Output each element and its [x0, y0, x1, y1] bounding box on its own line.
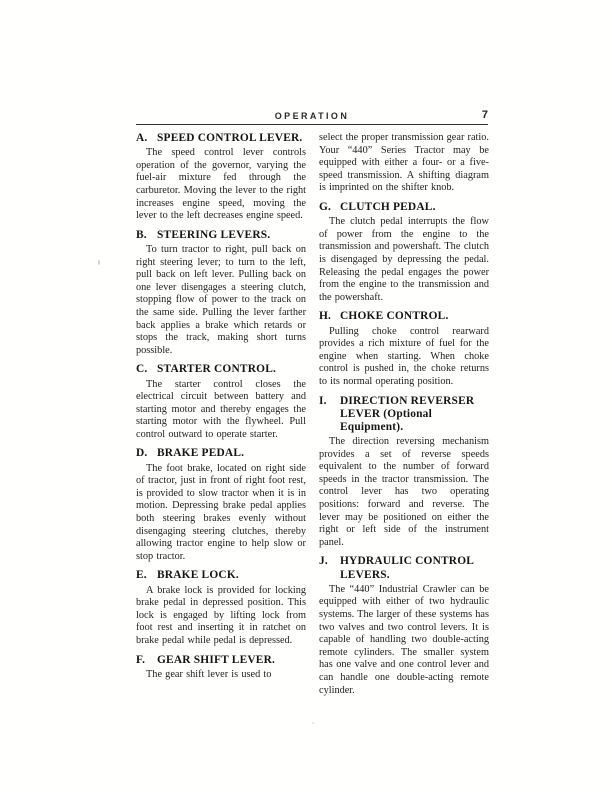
section-title: STARTER CONTROL. — [157, 363, 277, 376]
section-letter: H. — [319, 310, 332, 323]
header-title: OPERATION — [274, 111, 350, 121]
section-title: BRAKE PEDAL. — [157, 447, 245, 460]
section-paragraph: Pulling choke control rearward provides a rich mixture of fuel for the engine when starting. When choke control is pushed in, the choke returns to its normal operating position. — [319, 325, 489, 387]
section-title: BRAKE LOCK. — [157, 569, 239, 582]
text-columns — [136, 132, 489, 697]
section-letter: J. — [319, 555, 328, 568]
section-heading — [319, 310, 489, 323]
section-heading — [136, 654, 306, 667]
section-title: DIRECTION REVERSER LEVER (Optional Equipment). — [340, 394, 475, 433]
section-heading — [136, 569, 306, 582]
section-letter: A. — [136, 132, 148, 144]
section-brake-lock — [136, 569, 306, 647]
section-choke-control — [319, 310, 489, 388]
left-column — [136, 132, 306, 697]
right-column — [319, 132, 489, 697]
section-letter: G. — [319, 200, 332, 213]
section-heading — [319, 555, 489, 581]
section-paragraph: A brake lock is provided for locking brake pedal in depressed position. This lock is engaged by lifting lock from foot rest and inserting it in ratchet on brake pedal while pedal is depressed. — [136, 584, 306, 647]
section-paragraph: The “440” Industrial Crawler can be equipped with either of two hydraulic systems. The larger of these systems has two valves and two control levers. It is capable of handling two double-acting remote cylinders. The smaller system has one valve and one control lever and can handle one double-acting remote cylinder. — [319, 583, 489, 696]
section-paragraph: The foot brake, located on right side of tractor, just in front of right foot rest, is provided to slow tractor when it is in motion. Depressing brake pedal applies both steering brakes evenly without disengaging steering clutches, thereby allowing tractor engine to help slow or stop tractor. — [136, 462, 306, 562]
section-heading — [136, 363, 306, 376]
section-letter: B. — [136, 228, 147, 241]
section-heading — [136, 229, 306, 242]
section-letter: C. — [136, 363, 148, 376]
section-direction-reverser-lever — [319, 395, 489, 550]
section-letter: I. — [319, 394, 327, 407]
page-header — [136, 111, 488, 125]
section-title: GEAR SHIFT LEVER. — [157, 653, 276, 666]
section-heading — [319, 395, 489, 435]
section-title: CHOKE CONTROL. — [340, 310, 449, 323]
scan-speck — [98, 260, 100, 265]
section-heading — [136, 132, 306, 145]
section-clutch-pedal — [319, 201, 489, 304]
section-paragraph: The gear shift lever is used to — [146, 668, 272, 680]
section-title: STEERING LEVERS. — [157, 228, 271, 241]
page-number: 7 — [481, 109, 488, 121]
section-letter: F. — [136, 653, 146, 666]
section-title: HYDRAULIC CONTROL LEVERS. — [340, 555, 474, 581]
section-heading — [136, 447, 306, 460]
section-gear-shift-lever — [136, 654, 306, 682]
section-hydraulic-control-levers — [319, 555, 489, 697]
section-title: CLUTCH PEDAL. — [340, 200, 436, 213]
section-paragraph: The starter control closes the electrical circuit between battery and starting motor and thereby engages the starting motor with the flywheel. Pull control outward to operate starter. — [136, 378, 306, 440]
section-heading — [319, 201, 489, 214]
section-speed-control-lever — [136, 132, 306, 223]
header-rule — [136, 124, 488, 125]
section-paragraph: The speed control lever controls operation of the governor, varying the fuel-air mixture fed through the carburetor. Moving the lever to the right increases engine speed, moving the lever to the left decreases engine speed. — [136, 147, 306, 222]
section-paragraph: The clutch pedal interrupts the flow of power from the engine to the transmission and powershaft. The clutch is disengaged by depressing the pedal. Releasing the pedal engages the power from the engine to the transmission and the powershaft. — [319, 216, 489, 303]
section-letter: D. — [136, 447, 148, 460]
section-starter-control — [136, 363, 306, 441]
section-steering-levers — [136, 229, 306, 358]
scan-speck — [312, 722, 314, 724]
continuation-paragraph: select the proper transmission gear ratio. Your “440” Series Tractor may be equipped with either a four- or a five-speed transmission. A shifting diagram is imprinted on the shifter knob. — [319, 132, 489, 194]
section-brake-pedal — [136, 447, 306, 563]
section-letter: E. — [136, 569, 147, 582]
section-title: SPEED CONTROL LEVER. — [157, 132, 303, 144]
section-paragraph: The direction reversing mechanism provides a set of reverse speeds equivalent to the number of forward speeds in the tractor transmission. The control lever has two operating positions: forward and reverse. The lever may be positioned on either the right or left side of the instrument panel. — [319, 436, 489, 548]
section-paragraph: To turn tractor to right, pull back on right steering lever; to turn to the left, pull back on left lever. Pulling back on one lever disengages a steering clutch, stopping flow of power to the track on the same side. Pulling the lever farther back applies a brake which retards or stops the track, making short turns possible. — [136, 243, 306, 356]
